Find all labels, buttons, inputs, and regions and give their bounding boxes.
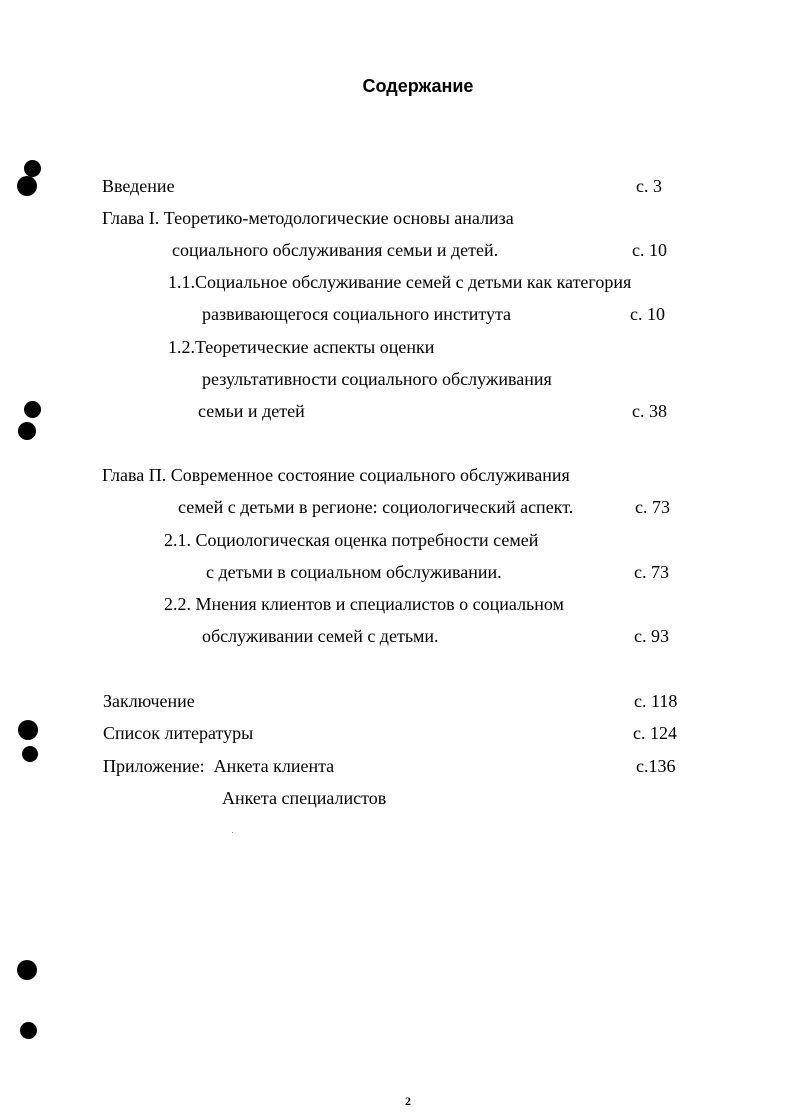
binder-hole [17,176,37,196]
toc-appendix-line2: Анкета специалистов [222,788,387,808]
toc-ch2-line2: семей с детьми в регионе: социологический аспект. [178,497,574,517]
toc-s21-page: с. 73 [634,562,669,582]
toc-s11-line1: 1.1.Социальное обслуживание семей с детьми как категория [168,272,632,292]
binder-hole [18,720,38,740]
binder-hole [17,960,37,980]
toc-s22-line1: 2.2. Мнения клиентов и специалистов о социальном [164,594,564,614]
toc-s12-line1: 1.2.Теоретические аспекты оценки [168,337,435,357]
toc-s12-line2: результативности социального обслуживания [202,369,552,389]
toc-s22-page: с. 93 [634,626,669,646]
toc-ch2-page: с. 73 [635,497,670,517]
toc-conclusion-page: с. 118 [634,691,678,711]
toc-appendix-page: с.136 [636,756,676,776]
toc-ch1-page: с. 10 [632,240,667,260]
page-title: Содержание [362,76,474,96]
toc-s11-page: с. 10 [630,304,665,324]
toc-intro-text: Введение [102,176,175,196]
toc-ch1-line1: Глава I. Теоретико-методологические основы анализа [102,208,514,228]
toc-conclusion-text: Заключение [103,691,195,711]
toc-s11-line2: развивающегося социального института [202,304,512,324]
binder-hole [24,160,41,177]
toc-references-text: Список литературы [103,723,254,743]
toc-s21-line2: с детьми в социальном обслуживании. [206,562,502,582]
page-number: 2 [405,1094,411,1108]
toc-appendix-label: Приложение: Анкета клиента [103,756,335,776]
toc-s21-line1: 2.1. Социологическая оценка потребности семей [164,530,539,550]
scan-speck [232,832,233,833]
toc-ch1-line2: социального обслуживания семьи и детей. [172,240,499,260]
binder-hole [22,746,38,762]
toc-s12-page: с. 38 [632,401,667,421]
binder-hole [18,422,36,440]
toc-s12-line3: семьи и детей [198,401,305,421]
toc-ch2-line1: Глава П. Современное состояние социального обслуживания [102,465,570,485]
toc-intro-page: с. 3 [636,176,662,196]
binder-hole [24,401,41,418]
toc-s22-line2: обслуживании семей с детьми. [202,626,439,646]
binder-hole [20,1022,37,1039]
toc-references-page: с. 124 [633,723,677,743]
